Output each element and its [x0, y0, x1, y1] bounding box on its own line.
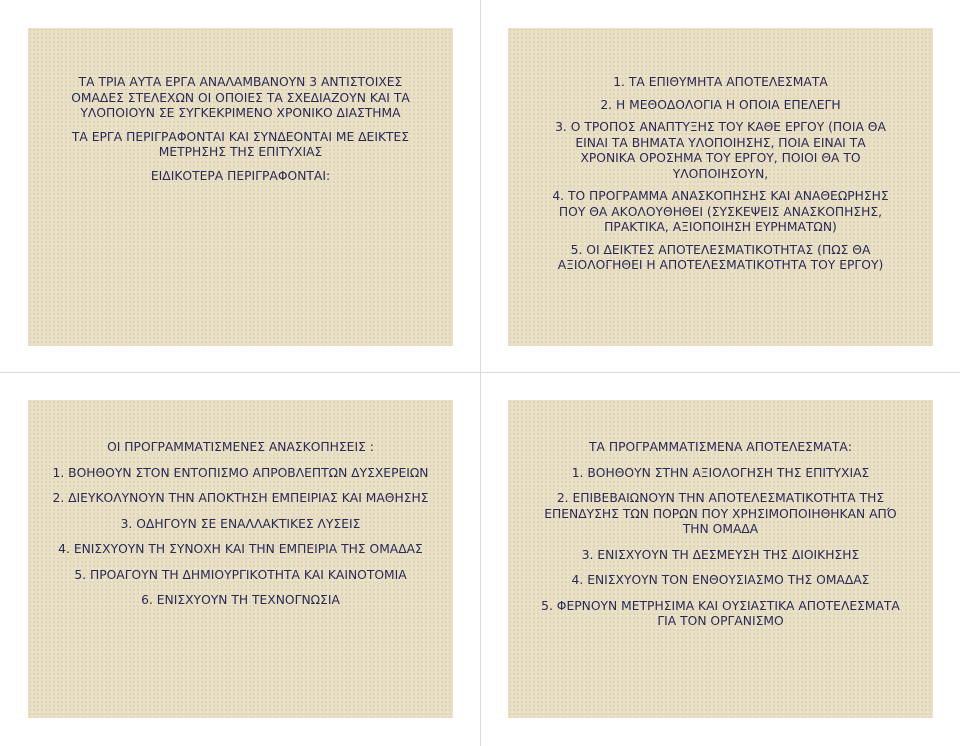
- slide-3: [28, 400, 453, 718]
- slide-3-item-2: 2. ΔΙΕΥΚΟΛΥΝΟΥΝ ΤΗΝ ΑΠΟΚΤΗΣΗ ΕΜΠΕΙΡΙΑΣ ΚΑΙ ΜΑΘΗΣΗΣ: [52, 491, 429, 505]
- slide-1-paragraph-2: ΤΑ ΕΡΓΑ ΠΕΡΙΓΡΑΦΟΝΤΑΙ ΚΑΙ ΣΥΝΔΕΟΝΤΑΙ ΜΕ ΔΕΙΚΤΕΣ ΜΕΤΡΗΣΗΣ ΤΗΣ ΕΠΙΤΥΧΙΑΣ: [71, 129, 410, 159]
- slide-4-item-5: 5. ΦΕΡΝΟΥΝ ΜΕΤΡΗΣΙΜΑ ΚΑΙ ΟΥΣΙΑΣΤΙΚΑ ΑΠΟΤΕΛΕΣΜΑΤΑ ΓΙΑ ΤΟΝ ΟΡΓΑΝΙΣΜΟ: [541, 598, 900, 628]
- slide-1-paragraph-1: ΤΑ ΤΡΙΑ ΑΥΤΑ ΕΡΓΑ ΑΝΑΛΑΜΒΑΝΟΥΝ 3 ΑΝΤΙΣΤΟΙΧΕΣ ΟΜΑΔΕΣ ΣΤΕΛΕΧΩΝ ΟΙ ΟΠΟΙΕΣ ΤΑ ΣΧΕΔΙΑΖΟΥΝ ΚΑΙ ΤΑ ΥΛΟΠΟΙΟΥΝ ΣΕ ΣΥΓΚΕΚΡΙΜΕΝΟ ΧΡΟΝΙΚΟ ΔΙΑΣΤΗΜΑ: [71, 75, 410, 120]
- slide-2-item-2: 2. Η ΜΕΘΟΔΟΛΟΓΙΑ Η ΟΠΟΙΑ ΕΠΕΛΕΓΗ: [600, 97, 841, 112]
- slide-3-item-3: 3. ΟΔΗΓΟΥΝ ΣΕ ΕΝΑΛΛΑΚΤΙΚΕΣ ΛΥΣΕΙΣ: [120, 516, 361, 531]
- slide-1: [28, 28, 453, 346]
- slide-2-item-4: 4. ΤΟ ΠΡΟΓΡΑΜΜΑ ΑΝΑΣΚΟΠΗΣΗΣ ΚΑΙ ΑΝΑΘΕΩΡΗΣΗΣ ΠΟΥ ΘΑ ΑΚΟΛΟΥΘΗΘΕΙ (ΣΥΣΚΕΨΕΙΣ ΑΝΑΣΚΟΠΗΣΗΣ, ΠΡΑΚΤΙΚΑ, ΑΞΙΟΠΟΙΗΣΗ ΕΥΡΗΜΑΤΩΝ): [552, 189, 889, 234]
- slide-2-item-1: 1. ΤΑ ΕΠΙΘΥΜΗΤΑ ΑΠΟΤΕΛΕΣΜΑΤΑ: [613, 75, 828, 89]
- slide-2-item-3: 3. Ο ΤΡΟΠΟΣ ΑΝΑΠΤΥΞΗΣ ΤΟΥ ΚΑΘΕ ΕΡΓΟΥ (ΠΟΙΑ ΘΑ ΕΙΝΑΙ ΤΑ ΒΗΜΑΤΑ ΥΛΟΠΟΙΗΣΗΣ, ΠΟΙΑ ΕΙΝΑΙ ΤΑ ΧΡΟΝΙΚΑ ΟΡΟΣΗΜΑ ΤΟΥ ΕΡΓΟΥ, ΠΟΙΟΙ ΘΑ ΤΟ ΥΛΟΠΟΙΗΣΟΥΝ,: [555, 120, 886, 181]
- page-divider-horizontal: [0, 372, 960, 373]
- slide-2-item-5: 5. ΟΙ ΔΕΙΚΤΕΣ ΑΠΟΤΕΛΕΣΜΑΤΙΚΟΤΗΤΑΣ (ΠΩΣ ΘΑ ΑΞΙΟΛΟΓΗΘΕΙ Η ΑΠΟΤΕΛΕΣΜΑΤΙΚΟΤΗΤΑ ΤΟΥ ΕΡΓΟΥ): [557, 242, 884, 272]
- slide-4: [508, 400, 933, 718]
- page-divider-vertical: [480, 0, 481, 746]
- slide-1-paragraph-3: ΕΙΔΙΚΟΤΕΡΑ ΠΕΡΙΓΡΑΦΟΝΤΑΙ:: [150, 168, 331, 183]
- slide-3-item-5: 5. ΠΡΟΑΓΟΥΝ ΤΗ ΔΗΜΙΟΥΡΓΙΚΟΤΗΤΑ ΚΑΙ ΚΑΙΝΟΤΟΜΙΑ: [74, 567, 407, 582]
- slide-3-heading: ΟΙ ΠΡΟΓΡΑΜΜΑΤΙΣΜΕΝΕΣ ΑΝΑΣΚΟΠΗΣΕΙΣ :: [107, 440, 374, 454]
- slide-3-item-1: 1. ΒΟΗΘΟΥΝ ΣΤΟΝ ΕΝΤΟΠΙΣΜΟ ΑΠΡΟΒΛΕΠΤΩΝ ΔΥΣΧΕΡΕΙΩΝ: [52, 465, 429, 480]
- slide-4-item-3: 3. ΕΝΙΣΧΥΟΥΝ ΤΗ ΔΕΣΜΕΥΣΗ ΤΗΣ ΔΙΟΙΚΗΣΗΣ: [581, 547, 860, 562]
- slide-4-heading: ΤΑ ΠΡΟΓΡΑΜΜΑΤΙΣΜΕΝΑ ΑΠΟΤΕΛΕΣΜΑΤΑ:: [589, 440, 852, 454]
- slide-3-item-4: 4. ΕΝΙΣΧΥΟΥΝ ΤΗ ΣΥΝΟΧΗ ΚΑΙ ΤΗΝ ΕΜΠΕΙΡΙΑ ΤΗΣ ΟΜΑΔΑΣ: [58, 542, 423, 556]
- slide-4-item-2: 2. ΕΠΙΒΕΒΑΙΩΝΟΥΝ ΤΗΝ ΑΠΟΤΕΛΕΣΜΑΤΙΚΟΤΗΤΑ ΤΗΣ ΕΠΕΝΔΥΣΗΣ ΤΩΝ ΠΟΡΩΝ ΠΟΥ ΧΡΗΣΙΜΟΠΟΙΗΘΗΚΑΝ ΑΠΌ ΤΗΝ ΟΜΑΔΑ: [544, 491, 897, 536]
- slide-3-item-6: 6. ΕΝΙΣΧΥΟΥΝ ΤΗ ΤΕΧΝΟΓΝΩΣΙΑ: [141, 593, 340, 607]
- slide-4-item-1: 1. ΒΟΗΘΟΥΝ ΣΤΗΝ ΑΞΙΟΛΟΓΗΣΗ ΤΗΣ ΕΠΙΤΥΧΙΑΣ: [571, 465, 870, 480]
- slide-2: [508, 28, 933, 346]
- slide-4-item-4: 4. ΕΝΙΣΧΥΟΥΝ ΤΟΝ ΕΝΘΟΥΣΙΑΣΜΟ ΤΗΣ ΟΜΑΔΑΣ: [571, 573, 870, 587]
